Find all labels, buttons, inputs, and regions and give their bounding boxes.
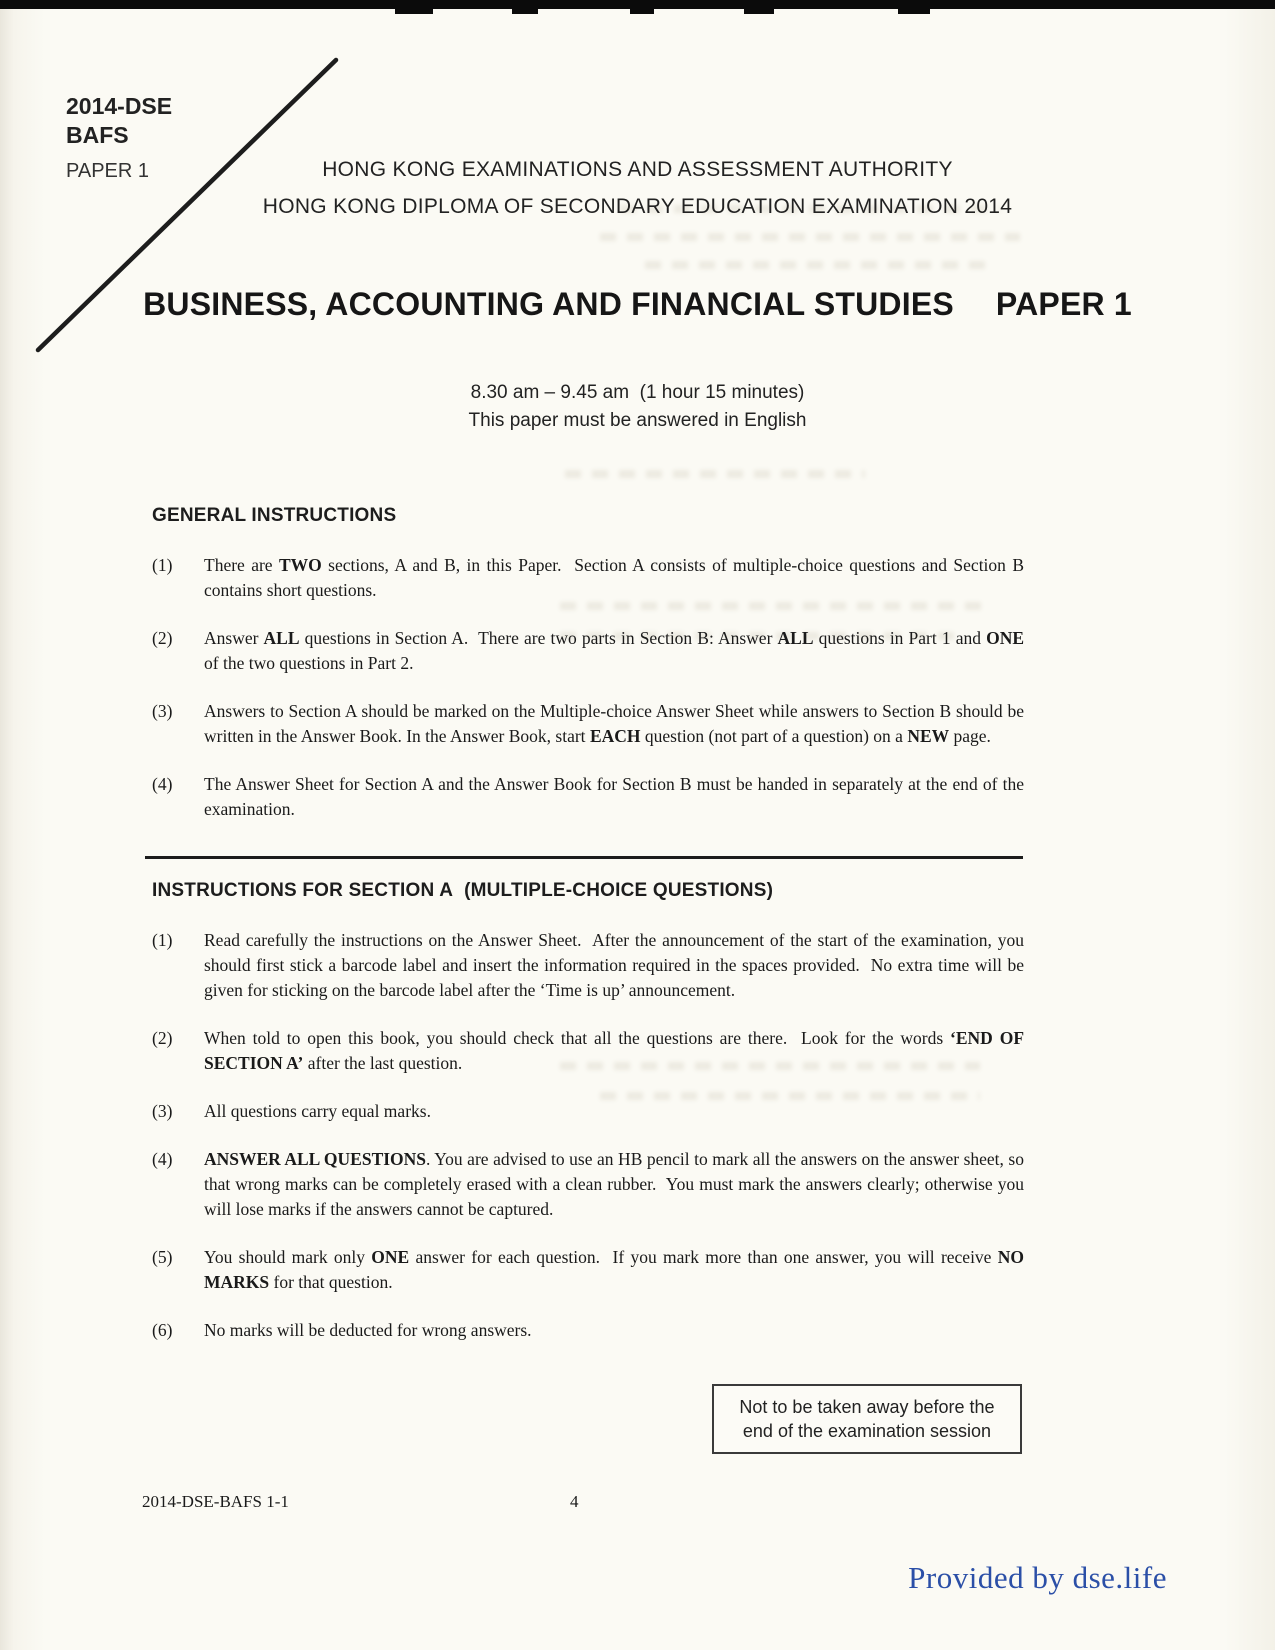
- scanner-edge-artifact: [395, 9, 433, 14]
- item-number: (1): [152, 555, 173, 575]
- item-text: Answer ALL questions in Section A. There are two parts in Section B: Answer ALL questions in Part 1 and ONE of the two questions in Part 2.: [204, 628, 1029, 673]
- scanner-edge-artifact: [0, 0, 1275, 9]
- item-text: ANSWER ALL QUESTIONS. You are advised to use an HB pencil to mark all the answers on the answer sheet, so that wrong marks can be completely erased with a clean rubber. You must mark the answers clearly; otherwise you will lose marks if the answers cannot be captured.: [204, 1149, 1029, 1219]
- notice-line: Not to be taken away before the: [739, 1397, 995, 1417]
- instruction-item: [152, 699, 1029, 749]
- instruction-item: [152, 772, 1029, 822]
- paper-title-subject: BUSINESS, ACCOUNTING AND FINANCIAL STUDIES: [143, 286, 954, 322]
- item-number: (3): [152, 701, 173, 721]
- retention-notice-box: [712, 1384, 1022, 1454]
- bleed-through-artifact: [645, 261, 985, 269]
- item-text: The Answer Sheet for Section A and the Answer Book for Section B must be handed in separately at the end of the examination.: [204, 774, 1029, 819]
- watermark-provider: Provided by dse.life: [908, 1560, 1167, 1595]
- scanner-edge-artifact: [744, 9, 774, 14]
- section-divider: [145, 856, 1023, 859]
- instruction-item: [152, 928, 1029, 1003]
- page-number: 4: [570, 1492, 579, 1511]
- instruction-item: [152, 626, 1029, 676]
- item-number: (2): [152, 628, 173, 648]
- instruction-item: [152, 1026, 1029, 1076]
- scanner-edge-artifact: [512, 9, 538, 14]
- footer-paper-code: 2014-DSE-BAFS 1-1: [142, 1492, 289, 1511]
- paper-title-paper: PAPER 1: [995, 286, 1132, 322]
- item-number: (1): [152, 930, 173, 950]
- section-a-instructions-section: [152, 880, 1029, 1366]
- notice-line: end of the examination session: [742, 1421, 992, 1441]
- instruction-item: [152, 1318, 1024, 1343]
- item-text: You should mark only ONE answer for each question. If you mark more than one answer, you will receive NO MARKS for that question.: [204, 1247, 1029, 1292]
- item-text: All questions carry equal marks.: [204, 1101, 431, 1121]
- item-number: (4): [152, 1149, 173, 1169]
- section-a-heading: INSTRUCTIONS FOR SECTION A (MULTIPLE-CHOICE QUESTIONS): [152, 880, 774, 901]
- item-number: (6): [152, 1320, 173, 1340]
- item-text: There are TWO sections, A and B, in this Paper. Section A consists of multiple-choice questions and Section B contains short questions.: [204, 555, 1029, 600]
- item-number: (3): [152, 1101, 173, 1121]
- item-text: No marks will be deducted for wrong answers.: [204, 1320, 532, 1340]
- paper-number: PAPER 1: [66, 160, 149, 182]
- general-instructions-section: [152, 505, 1029, 845]
- item-number: (4): [152, 774, 173, 794]
- item-text: When told to open this book, you should check that all the questions are there. Look for the words ‘END OF SECTION A’ after the last question.: [204, 1028, 1029, 1073]
- general-instructions-heading: GENERAL INSTRUCTIONS: [152, 505, 397, 526]
- scanner-edge-artifact: [898, 9, 930, 14]
- exam-time: 8.30 am – 9.45 am (1 hour 15 minutes): [470, 382, 805, 403]
- exam-year-code: 2014-DSE: [66, 93, 173, 119]
- instruction-item: [152, 1099, 1024, 1124]
- instruction-item: [152, 553, 1029, 603]
- item-text: Read carefully the instructions on the Answer Sheet. After the announcement of the start of the examination, you should first stick a barcode label and insert the information required in the spaces provided. No extra time will be given for sticking on the barcode label after the ‘Time is up’ announcement.: [204, 930, 1029, 1000]
- examination-name: HONG KONG DIPLOMA OF SECONDARY EDUCATION EXAMINATION 2014: [262, 195, 1013, 218]
- language-note: This paper must be answered in English: [468, 410, 807, 431]
- bleed-through-artifact: [600, 233, 1020, 241]
- paper-title: [0, 286, 1275, 323]
- instruction-item: [152, 1147, 1029, 1222]
- scanner-edge-artifact: [630, 9, 654, 14]
- item-number: (2): [152, 1028, 173, 1048]
- instruction-item: [152, 1245, 1029, 1295]
- item-text: Answers to Section A should be marked on the Multiple-choice Answer Sheet while answers to Section B should be written in the Answer Book. In the Answer Book, start EACH question (not part of a question) on a NEW page.: [204, 701, 1029, 746]
- bleed-through-artifact: [565, 470, 865, 478]
- item-number: (5): [152, 1247, 173, 1267]
- subject-code: BAFS: [66, 122, 129, 148]
- authority-name: HONG KONG EXAMINATIONS AND ASSESSMENT AUTHORITY: [322, 158, 953, 181]
